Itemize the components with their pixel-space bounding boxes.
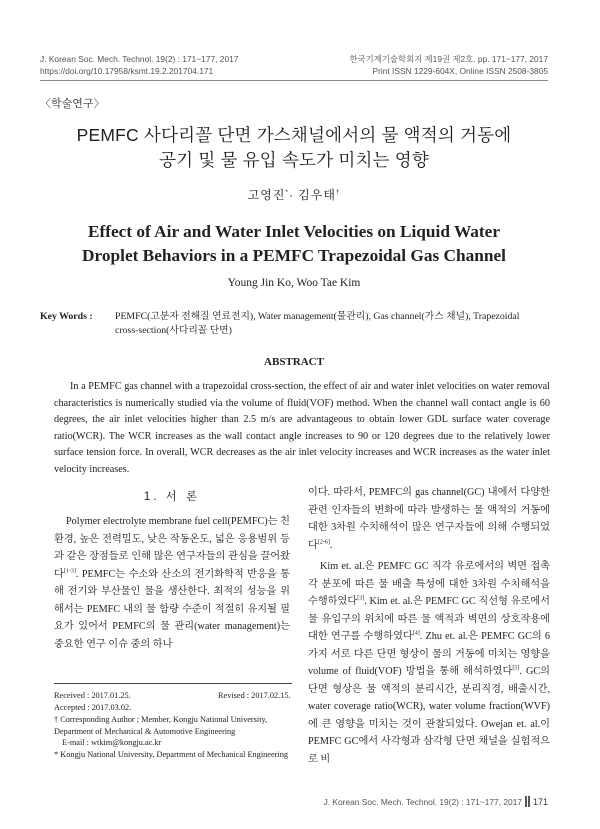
citation-ref[interactable]: [3]	[357, 595, 365, 602]
title-english-line2: Droplet Behaviors in a PEMFC Trapezoidal Gas Channel	[82, 246, 506, 265]
title-korean-line2: 공기 및 물 유입 속도가 미치는 영향	[159, 150, 429, 170]
footer-bar	[525, 796, 527, 807]
corresponding-author-note: † Corresponding Author ; Member, Kongju National University, Department of Mechanical & Automotive Engineering	[54, 715, 268, 736]
intro-text-b: . PEMFC는 수소와 산소의 전기화학적 반응을 통해 전기와 부산물인 물을 생산한다. 최적의 성능을 위해서는 PEMFC 내의 물 함량 수준이 적절히 유지될 필요가 있어서 PEMFC의 물 관리(water management)는 중요한 연구 이슈 중의 하나	[54, 568, 290, 650]
footer-bar	[528, 796, 530, 807]
revised-date: Revised : 2017.02.15.	[218, 691, 291, 700]
article-category: 〈학술연구〉	[40, 98, 105, 110]
abstract-heading: ABSTRACT	[264, 356, 324, 368]
section-heading-introduction: 1. 서 론	[143, 491, 201, 503]
keywords-line2: cross-section(사다리꼴 단면)	[115, 325, 232, 336]
author-mark-dagger: †	[335, 190, 341, 196]
right-para1-text: 이다. 따라서, PEMFC의 gas channel(GC) 내에서 다양한 관련 인자들의 변화에 따라 발생하는 물 액적의 거동에 대한 3차원 수치해석이 많은 연구자들에 의해 수행되었다	[308, 487, 550, 551]
journal-korean-header: 한국기계기술학회지 제19권 제2호. pp. 171~177, 2017	[349, 54, 548, 64]
page-number: 171	[533, 797, 549, 807]
authors-korean	[40, 186, 548, 203]
citation-ref[interactable]: [1-3]	[63, 568, 76, 575]
citation-ref[interactable]: [2-6]	[317, 539, 330, 546]
header-divider	[40, 80, 548, 81]
journal-citation-header: J. Korean Soc. Mech. Technol. 19(2) : 171~177, 2017	[40, 54, 239, 64]
footnote-divider	[54, 683, 292, 684]
author-email[interactable]: E-mail : wtkim@kongju.ac.kr	[62, 738, 162, 747]
issn-header: Print ISSN 1229-604X, Online ISSN 2508-3805	[372, 66, 548, 76]
right-para2-text-c: . Zhu et. al.은 PEMFC GC의 6가지 서로 다른 단면 형상이 물의 거동에 미치는 영향을 volume of fluid(VOF) 방법을 통해 해석하였다	[308, 631, 551, 677]
abstract-body: In a PEMFC gas channel with a trapezoidal cross-section, the effect of air and water inlet velocities on water removal characteristics is numerically studied via the volume of fluid(VOF) method. When the channel wall contact angle is 60 degrees, the air inlet velocities higher than 2.5 m/s are advantageous to obtain lower GDL surface water coverage ratio(WCR). The WCR increases as the wall contact angle increases to 90 or 120 degrees due to the relatively lower surface tension force. In overall, WCR decreases as the air inlet velocity increases and WCR increases as the water inlet velocity increases.	[54, 381, 550, 475]
author-mark-asterisk: *	[285, 190, 289, 196]
author-ko-second: · 김우태	[288, 188, 336, 202]
right-para2-text-a: Kim et. al.은 PEMFC GC 직각 유로에서의 벽면 접촉각 분포에 따른 물 배출 특성에 대한 3차원 수치해석을 수행하였다	[308, 561, 550, 607]
keywords-line1: PEMFC(고분자 전해질 연료전지), Water management(물관리), Gas channel(가스 채널), Trapezoidal	[115, 311, 520, 322]
footer-citation: J. Korean Soc. Mech. Technol. 19(2) : 171~177, 2017	[323, 797, 522, 807]
right-para2-text-d: . GC의 단면 형상은 물 액적의 분리시간, 분리직경, 배출시간, water coverage ratio(WCR), water volume fraction(WVF)에 큰 영향을 미치는 것이 관찰되었다. Owejan et. al.이 PEMFC GC에서 사각형과 삼각형 단면 채널을 실험적으로 비	[308, 666, 550, 765]
author-ko-first: 고영진	[247, 188, 286, 202]
doi-link[interactable]: https://doi.org/10.17958/ksmt.19.2.201704.171	[40, 66, 214, 76]
title-korean-line1: PEMFC 사다리꼴 단면 가스채널에서의 물 액적의 거동에	[76, 125, 512, 145]
intro-text-a: Polymer electrolyte membrane fuel cell(PEMFC)는 친환경, 높은 전력밀도, 낮은 작동온도, 넓은 응용범위 등과 같은 장점들로 인해 많은 연구자들의 관심을 끌어왔다	[54, 516, 290, 580]
authors-english: Young Jin Ko, Woo Tae Kim	[227, 277, 361, 289]
received-date: Received : 2017.01.25.	[54, 691, 131, 700]
introduction-paragraph	[54, 513, 290, 653]
title-english-line1: Effect of Air and Water Inlet Velocities on Liquid Water	[87, 222, 501, 241]
keywords-label: Key Words :	[40, 311, 93, 322]
right-column-text: 이다. 따라서, PEMFC의 gas channel(GC) 내에서 다양한 관련 인자들의 변화에 따라 발생하는 물 액적의 거동에 대한 3차원 수치해석이 많은 연구자들에 의해 수행되었다[2-6]. Kim et. al.은 PEMFC GC 직각 유로에서의 벽면 접촉각 분포에 따른 물 배출 특성에 대한 3차원 수치해석을 수행하였다[3]. Kim et. al.은 PEMFC GC 직선형 유로에서 물 유입구의 위치에 따른 물 액적과 벽면의 상호작용에 대한 연구를 수행하였다[4]. Zhu et. al.은 PEMFC GC의 6가지 서로 다른 단면 형상이 물의 거동에 미치는 영향을 volume of fluid(VOF) 방법을 통해 해석하였다[5]. GC의 단면 형상은 물 액적의 분리시간, 분리직경, 배출시간, water coverage ratio(WCR), water volume fraction(WVF)에 큰 영향을 미치는 것이 관찰되었다. Owejan et. al.이 PEMFC GC에서 사각형과 삼각형 단면 채널을 실험적으로 비	[308, 487, 551, 765]
affiliation-note: * Kongju National University, Department of Mechanical Engineering	[54, 750, 289, 759]
citation-ref[interactable]: [4]	[412, 630, 420, 637]
citation-ref[interactable]: [5]	[512, 665, 520, 672]
right-para2-text-b: . Kim et. al.은 PEMFC GC 직선형 유로에서 물 유입구의 위치에 따른 물 액적과 벽면의 상호작용에 대한 연구를 수행하였다	[308, 596, 550, 642]
accepted-date: Accepted : 2017.03.02.	[54, 703, 132, 712]
